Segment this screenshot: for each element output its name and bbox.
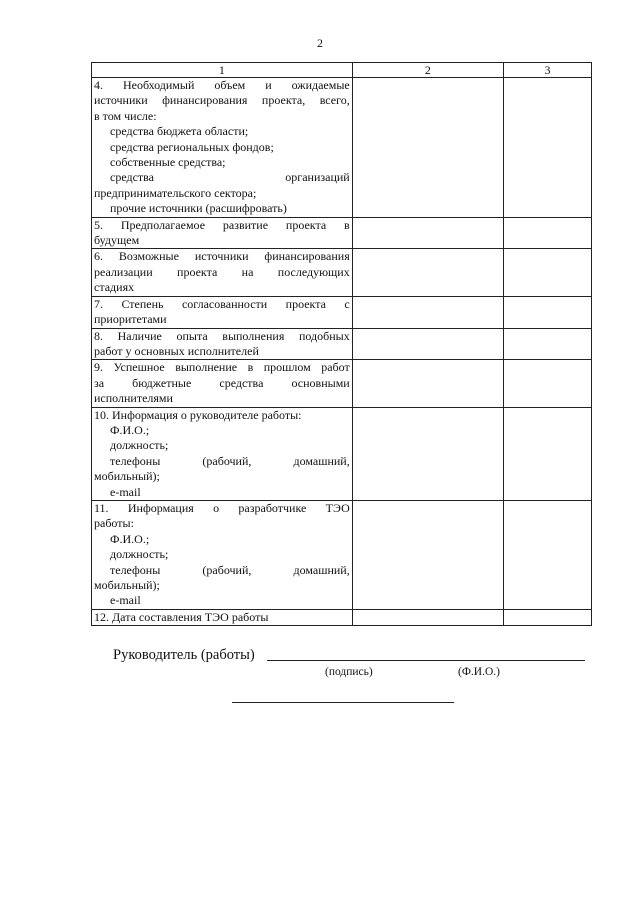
criterion-line: мобильный);: [94, 578, 160, 592]
criterion-line: должность;: [110, 438, 169, 453]
value-cell-col2[interactable]: [352, 609, 503, 625]
column-header-2: 2: [352, 63, 503, 78]
criterion-line: за бюджетные средства основными: [94, 375, 350, 390]
table-row: [92, 78, 592, 218]
criterion-cell: [92, 609, 353, 625]
criterion-line: Ф.И.О.;: [110, 422, 150, 437]
table-header-row: [92, 63, 592, 78]
date-line: [232, 702, 454, 703]
value-cell-col3[interactable]: [504, 609, 592, 625]
value-cell-col3[interactable]: [504, 500, 592, 609]
criterion-line: стадиях: [94, 280, 135, 295]
criterion-line: 5. Предполагаемое развитие проекта в: [94, 217, 350, 232]
page-number: 2: [317, 36, 323, 50]
criterion-line: приоритетами: [94, 312, 167, 327]
criterion-line: 12. Дата составления ТЭО работы: [94, 609, 269, 624]
criterion-line: 8. Наличие опыта выполнения подобных: [94, 328, 350, 343]
criterion-line: 9. Успешное выполнение в прошлом работ: [94, 360, 350, 375]
criterion-line: 4. Необходимый объем и ожидаемые: [94, 78, 350, 92]
criterion-cell: [92, 360, 353, 407]
value-cell-col3[interactable]: [504, 328, 592, 360]
criterion-line: реализации проекта на последующих: [94, 264, 350, 279]
criterion-line: телефоны (рабочий, домашний,: [110, 453, 350, 468]
criterion-line: 11. Информация о разработчике ТЭО: [94, 500, 350, 515]
name-caption: (Ф.И.О.): [458, 666, 500, 678]
table-row: [92, 328, 592, 360]
criterion-line: средства бюджета области;: [110, 124, 249, 139]
table-row: [92, 500, 592, 609]
value-cell-col3[interactable]: [504, 407, 592, 500]
criterion-cell: [92, 296, 353, 328]
feasibility-table: [91, 62, 592, 626]
table-row: [92, 249, 592, 296]
criterion-cell: [92, 500, 353, 609]
criterion-line: телефоны (рабочий, домашний,: [110, 562, 350, 577]
table-body: [92, 78, 592, 626]
value-cell-col3[interactable]: [504, 296, 592, 328]
table-row: [92, 360, 592, 407]
value-cell-col2[interactable]: [352, 296, 503, 328]
value-cell-col2[interactable]: [352, 360, 503, 407]
column-header-1: 1: [92, 63, 353, 78]
value-cell-col3[interactable]: [504, 249, 592, 296]
value-cell-col3[interactable]: [504, 360, 592, 407]
value-cell-col2[interactable]: [352, 407, 503, 500]
criterion-line: Ф.И.О.;: [110, 531, 150, 546]
criterion-line: e-mail: [110, 593, 141, 608]
value-cell-col3[interactable]: [504, 78, 592, 218]
value-cell-col2[interactable]: [352, 500, 503, 609]
criterion-line: 10. Информация о руководителе работы:: [94, 407, 302, 422]
value-cell-col2[interactable]: [352, 328, 503, 360]
criterion-line: прочие источники (расшифровать): [110, 201, 287, 216]
criterion-line: средства организаций: [110, 170, 350, 185]
criterion-cell: [92, 217, 353, 249]
table-row: [92, 609, 592, 625]
criterion-line: средства региональных фондов;: [110, 139, 274, 154]
criterion-line: мобильный);: [94, 469, 160, 484]
signature-line: [267, 660, 585, 661]
criterion-cell: [92, 78, 353, 218]
criterion-line: исполнителями: [94, 391, 173, 406]
criterion-cell: [92, 407, 353, 500]
table-row: [92, 407, 592, 500]
criterion-line: будущем: [94, 233, 140, 248]
criterion-line: должность;: [110, 547, 169, 562]
criterion-cell: [92, 249, 353, 296]
value-cell-col3[interactable]: [504, 217, 592, 249]
criterion-line: 6. Возможные источники финансирования: [94, 249, 350, 264]
table-row: [92, 217, 592, 249]
criterion-line: работы:: [94, 516, 134, 531]
criterion-line: e-mail: [110, 484, 141, 499]
criterion-line: источники финансирования проекта, всего,: [94, 93, 350, 108]
signature-label: Руководитель (работы): [113, 647, 255, 663]
signature-caption: (подпись): [325, 666, 373, 678]
criterion-line: предпринимательского сектора;: [94, 185, 257, 200]
column-header-3: 3: [504, 63, 592, 78]
criterion-line: в том числе:: [94, 108, 157, 123]
value-cell-col2[interactable]: [352, 78, 503, 218]
table-row: [92, 296, 592, 328]
criterion-cell: [92, 328, 353, 360]
criterion-line: работ у основных исполнителей: [94, 343, 259, 358]
criterion-line: собственные средства;: [110, 155, 226, 170]
value-cell-col2[interactable]: [352, 249, 503, 296]
criterion-line: 7. Степень согласованности проекта с: [94, 296, 350, 311]
value-cell-col2[interactable]: [352, 217, 503, 249]
